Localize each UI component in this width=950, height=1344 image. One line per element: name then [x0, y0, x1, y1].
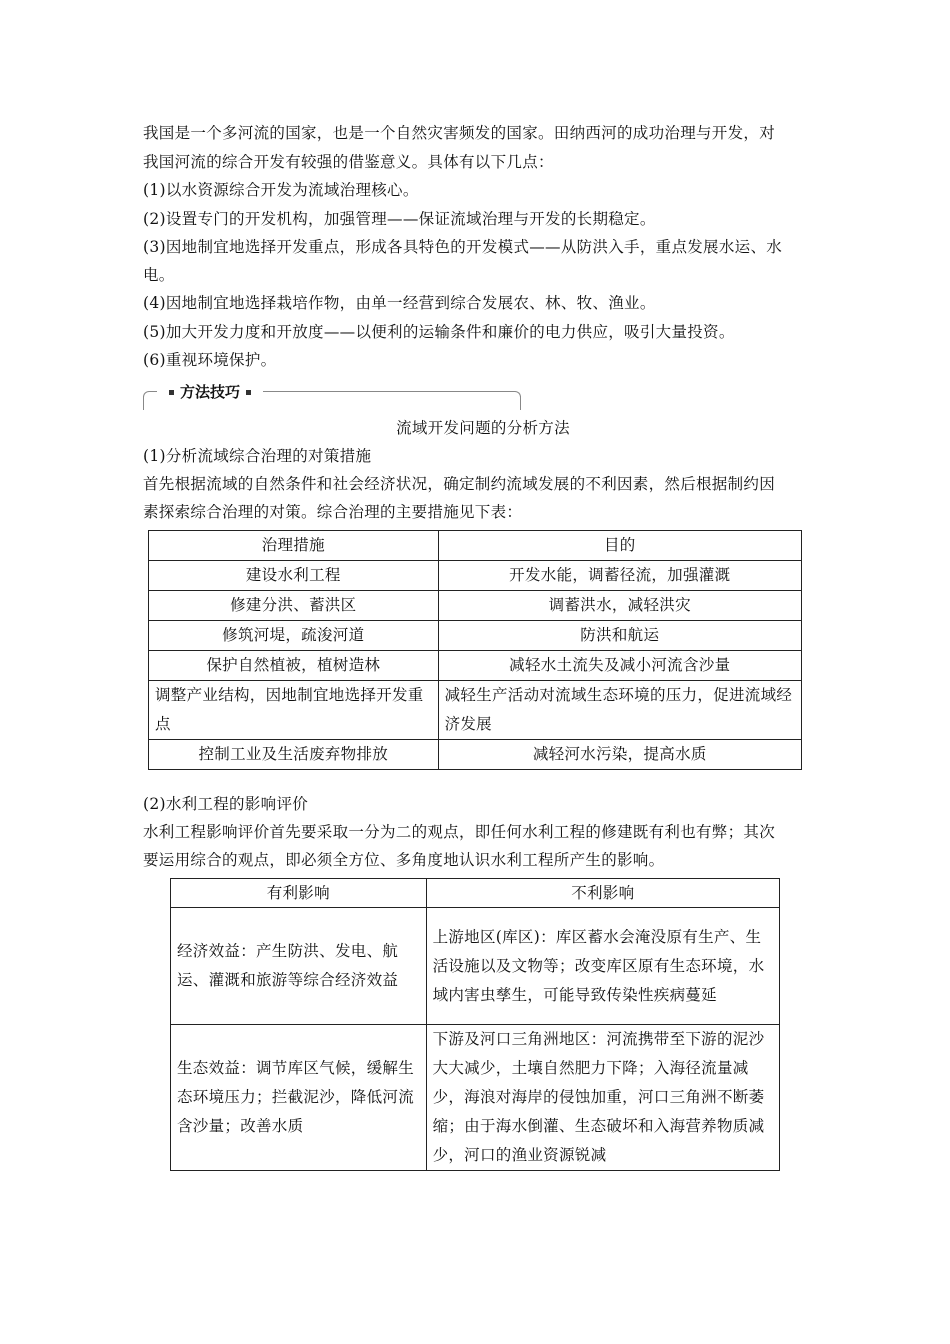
table-cell: 建设水利工程 [149, 561, 439, 591]
table-header-row [149, 531, 802, 561]
part2-text-2: 要运用综合的观点，即必须全方位、多角度地认识水利工程所产生的影响。 [143, 851, 665, 869]
table-cell: 防洪和航运 [438, 621, 801, 651]
part1-heading: (1)分析流域综合治理的对策措施 [143, 447, 372, 465]
section-title: 流域开发问题的分析方法 [396, 419, 570, 437]
table-cell: 修建分洪、蓄洪区 [149, 591, 439, 621]
table-cell: 经济效益：产生防洪、发电、航运、灌溉和旅游等综合经济效益 [171, 908, 427, 1025]
badge-label [157, 381, 263, 403]
table-cell: 减轻水土流失及减小河流含沙量 [438, 651, 801, 681]
table-header-row [171, 879, 780, 908]
table-cell: 开发水能，调蓄径流，加强灌溉 [438, 561, 801, 591]
table-cell: 调整产业结构，因地制宜地选择开发重点 [149, 681, 439, 740]
intro-point-1: (1)以水资源综合开发为流域治理核心。 [143, 181, 419, 199]
intro-line-1: 我国是一个多河流的国家，也是一个自然灾害频发的国家。田纳西河的成功治理与开发，对 [143, 124, 776, 142]
badge-square-left [169, 390, 174, 395]
table-row [149, 621, 802, 651]
intro-point-4: (4)因地制宜地选择栽培作物，由单一经营到综合发展农、林、牧、渔业。 [143, 294, 656, 312]
table-header: 不利影响 [426, 879, 779, 908]
impact-table [170, 878, 780, 1171]
table-row [149, 651, 802, 681]
table-cell: 上游地区(库区)：库区蓄水会淹没原有生产、生活设施以及文物等；改变库区原有生态环境，水域内害虫孳生，可能导致传染性疾病蔓延 [426, 908, 779, 1025]
part1-text-2: 素探索综合治理的对策。综合治理的主要措施见下表： [143, 503, 523, 521]
intro-line-2: 我国河流的综合开发有较强的借鉴意义。具体有以下几点： [143, 153, 554, 171]
table-header: 目的 [438, 531, 801, 561]
table-row [149, 561, 802, 591]
table-row [149, 591, 802, 621]
table-cell: 控制工业及生活废弃物排放 [149, 740, 439, 770]
badge-square-right [246, 390, 251, 395]
intro-point-2: (2)设置专门的开发机构，加强管理——保证流域治理与开发的长期稳定。 [143, 210, 656, 228]
table-cell: 减轻河水污染，提高水质 [438, 740, 801, 770]
method-tips-badge [143, 381, 521, 411]
measures-table [148, 530, 802, 770]
table-cell: 下游及河口三角洲地区：河流携带至下游的泥沙大大减少，土壤自然肥力下降；入海径流量减少，海浪对海岸的侵蚀加重，河口三角洲不断萎缩；由于海水倒灌、生态破坏和入海营养物质减少，河口的渔业资源锐减 [426, 1025, 779, 1171]
table-row [171, 908, 780, 1025]
badge-text: 方法技巧 [180, 383, 241, 401]
table-cell: 修筑河堤，疏浚河道 [149, 621, 439, 651]
table-row [149, 740, 802, 770]
table-header: 治理措施 [149, 531, 439, 561]
table-row [171, 1025, 780, 1171]
table-cell: 调蓄洪水，减轻洪灾 [438, 591, 801, 621]
table-cell: 保护自然植被，植树造林 [149, 651, 439, 681]
intro-point-3: (3)因地制宜地选择开发重点，形成各具特色的开发模式——从防洪入手，重点发展水运、水 [143, 238, 783, 256]
table-header: 有利影响 [171, 879, 427, 908]
part1-text-1: 首先根据流域的自然条件和社会经济状况，确定制约流域发展的不利因素，然后根据制约因 [143, 475, 776, 493]
intro-point-6: (6)重视环境保护。 [143, 351, 277, 369]
part2-heading: (2)水利工程的影响评价 [143, 795, 309, 813]
table-row [149, 681, 802, 740]
intro-point-5: (5)加大开发力度和开放度——以便利的运输条件和廉价的电力供应，吸引大量投资。 [143, 323, 735, 341]
table-cell: 减轻生产活动对流域生态环境的压力，促进流域经济发展 [438, 681, 801, 740]
part2-text-1: 水利工程影响评价首先要采取一分为二的观点，即任何水利工程的修建既有利也有弊；其次 [143, 823, 776, 841]
intro-point-3-cont: 电。 [143, 266, 175, 284]
table-cell: 生态效益：调节库区气候，缓解生态环境压力；拦截泥沙，降低河流含沙量；改善水质 [171, 1025, 427, 1171]
